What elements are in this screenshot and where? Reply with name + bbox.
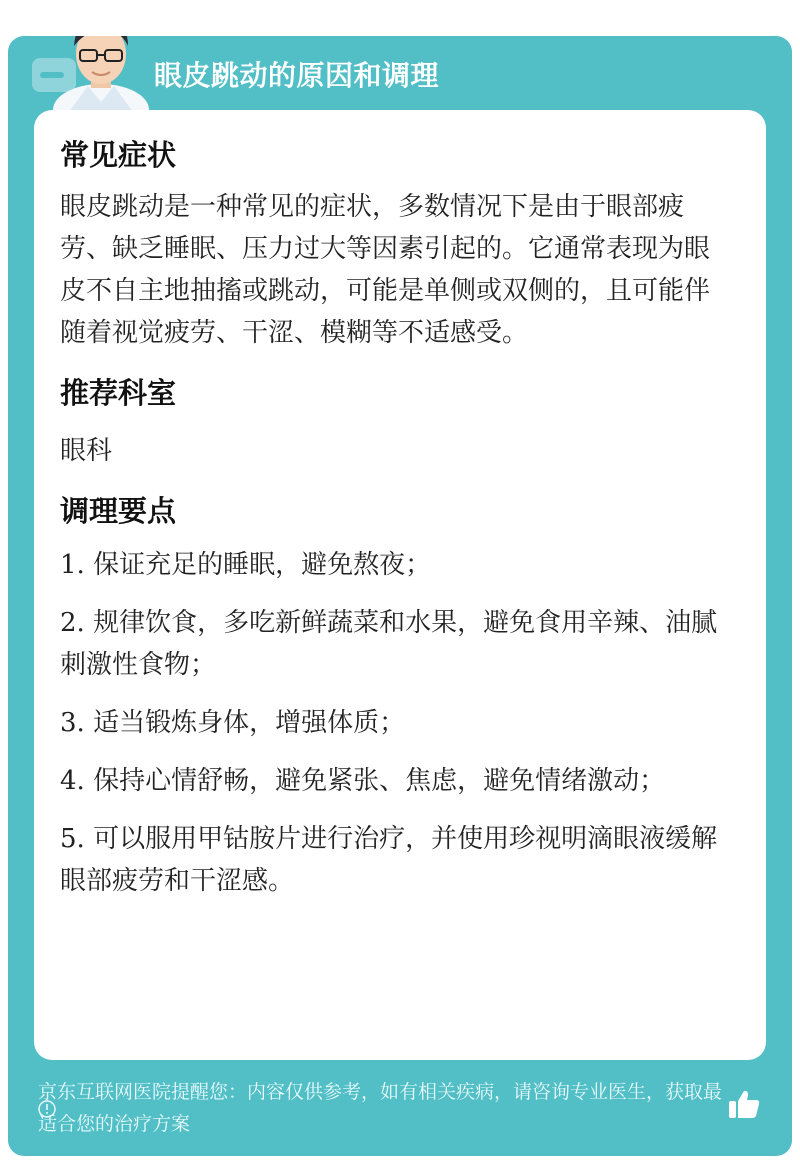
symptoms-text: 眼皮跳动是一种常见的症状，多数情况下是由于眼部疲劳、缺乏睡眠、压力过大等因素引起的。它通常表现为眼皮不自主地抽搐或跳动，可能是单侧或双侧的，且可能伴随着视觉疲劳、干涩、模糊等不适感受。 <box>60 192 711 348</box>
disclaimer-text: 京东互联网医院提醒您：内容仅供参考，如有相关疾病，请咨询专业医生，获取最适合您的治疗方案 <box>38 1081 723 1135</box>
page-title: 眼皮跳动的原因和调理 <box>154 59 440 92</box>
list-item <box>60 702 724 744</box>
thumbs-up-icon[interactable] <box>726 1086 762 1122</box>
list-item <box>60 760 724 802</box>
card-content <box>60 132 724 918</box>
doctor-avatar <box>46 36 156 116</box>
department-text: 眼科 <box>60 436 113 466</box>
item-text: 规律饮食，多吃新鲜蔬菜和水果，避免食用辛辣、油腻刺激性食物； <box>60 608 718 680</box>
item-text: 保持心情舒畅，避免紧张、焦虑，避免情绪激动； <box>84 766 666 796</box>
section-title-care: 调理要点 <box>60 494 177 528</box>
item-text: 可以服用甲钴胺片进行治疗，并使用珍视明滴眼液缓解眼部疲劳和干涩感。 <box>60 824 718 896</box>
content-card <box>34 110 766 1060</box>
section-title-department: 推荐科室 <box>60 376 177 410</box>
item-number: 4. <box>60 766 85 796</box>
list-item <box>60 544 724 586</box>
item-text: 适当锻炼身体，增强体质； <box>84 708 406 738</box>
list-item <box>60 818 724 902</box>
care-list <box>60 544 724 902</box>
item-text: 保证充足的睡眠，避免熬夜； <box>84 550 432 580</box>
section-title-symptoms: 常见症状 <box>60 138 177 172</box>
article-frame <box>8 36 792 1156</box>
item-number: 5. <box>60 824 85 854</box>
list-item <box>60 602 724 686</box>
item-number: 1. <box>60 550 85 580</box>
item-number: 2. <box>60 608 85 638</box>
item-number: 3. <box>60 708 85 738</box>
